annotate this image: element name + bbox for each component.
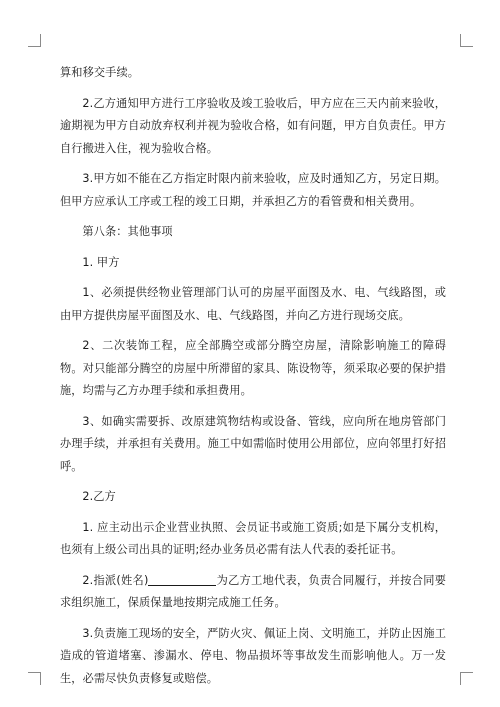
subheading-party-a: 1. 甲方 — [82, 255, 120, 269]
subheading-party-b: 2.乙方 — [82, 490, 116, 503]
name-blank-field[interactable] — [148, 573, 216, 586]
paragraph-party-a-item-2: 2、二次装饰工程，应全部腾空或部分腾空房屋，清除影响施工的障碍物。对只能部分腾空的房屋中所滞留的家具、陈设物等，须采取必要的保护措施，均需与乙方办理手续和承担费用。 — [60, 339, 446, 397]
paragraph-party-b-item-1: 1. 应主动出示企业营业执照、会员证书或施工资质;如是下属分支机构，也须有上级公司出具的证明;经办业务员必需有法人代表的委托证书。 — [60, 520, 446, 556]
document-page — [60, 62, 446, 690]
section-heading-article-8: 第八条：其他事项 — [82, 225, 173, 238]
party-b-item-2-lead: 2.指派(姓名) — [82, 573, 149, 587]
paragraph-acceptance-reschedule: 3.甲方如不能在乙方指定时限内前来验收，应及时通知乙方，另定日期。但甲方应承认工序或工程的竣工日期，并承担乙方的看管费和相关费用。 — [60, 172, 446, 208]
paragraph-continuation: 算和移交手续。 — [60, 66, 140, 79]
party-b-item-2-rest: 为乙方工地代表，负责合同履行，并按合同要求组织施工，保质保量地按期完成施工任务。 — [60, 573, 446, 609]
crop-mark-top-right — [460, 34, 473, 47]
paragraph-party-a-item-3: 3、如确实需要拆、改原建筑物结构或设备、管线，应向所在地房管部门办理手续，并承担有关费用。施工中如需临时使用公用部位，应向邻里打好招呼。 — [60, 414, 446, 473]
paragraph-party-b-item-3: 3.负责施工现场的安全，严防火灾、佩证上岗、文明施工，并防止因施工造成的管道堵塞、渗漏水、停电、物品损坏等事故发生而影响他人。万一发生，必需尽快负责修复或赔偿。 — [60, 626, 446, 685]
crop-mark-top-left — [28, 34, 41, 47]
crop-mark-bottom-left — [28, 672, 41, 685]
paragraph-party-a-item-1: 1、必须提供经物业管理部门认可的房屋平面图及水、电、气线路图，或由甲方提供房屋平面图及水、电、气线路图，并向乙方进行现场交底。 — [60, 286, 446, 322]
crop-mark-bottom-right — [460, 672, 473, 685]
paragraph-party-b-item-2 — [60, 570, 446, 615]
paragraph-acceptance-notice: 2.乙方通知甲方进行工序验收及竣工验收后，甲方应在三天内前来验收，逾期视为甲方自动放弃权利并视为验收合格，如有问题，甲方自负责任。甲方自行搬进入住，视为验收合格。 — [60, 96, 446, 155]
